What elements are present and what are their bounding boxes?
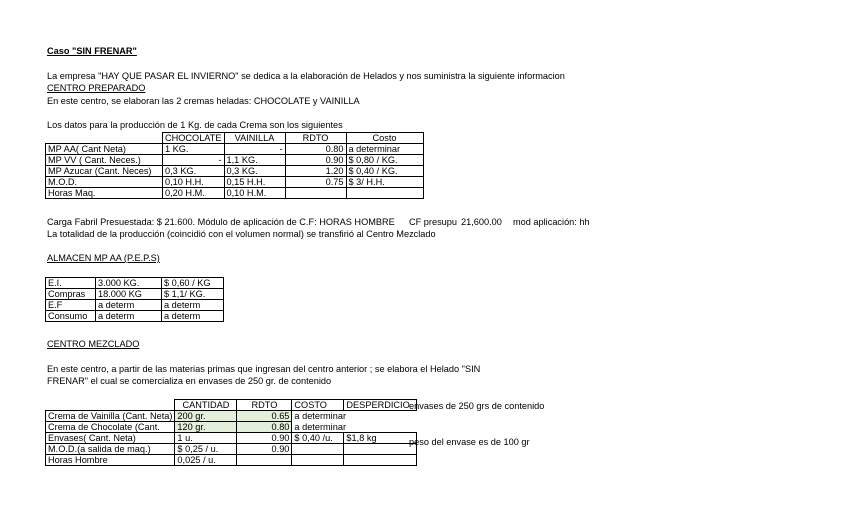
centro-mezclado-table bbox=[45, 399, 417, 466]
table-cell: E.F bbox=[46, 300, 96, 311]
table-header bbox=[46, 133, 163, 144]
table-cell: Horas Hombre bbox=[46, 455, 175, 466]
table-cell: 0.65 bbox=[237, 411, 292, 422]
table-cell: $ 0,40 / KG. bbox=[346, 166, 423, 177]
table-cell: $1,8 kg bbox=[344, 433, 417, 444]
table-cell: $ 1,1/ KG. bbox=[162, 289, 224, 300]
table-cell: 0,3 KG. bbox=[224, 166, 285, 177]
centro-mezclado-text-1: En este centro, a partir de las materias primas que ingresan del centro anterior ; se elabora el Helado "SIN bbox=[47, 364, 481, 374]
table-cell: Compras bbox=[46, 289, 96, 300]
table-cell: 200 gr. bbox=[175, 411, 237, 422]
table-cell bbox=[344, 455, 417, 466]
table-header: VAINILLA bbox=[224, 133, 285, 144]
table-row bbox=[46, 188, 424, 199]
table-cell: E.I. bbox=[46, 278, 96, 289]
table-cell: M.O.D.(a salida de maq.) bbox=[46, 444, 175, 455]
table-cell bbox=[346, 188, 423, 199]
table-header: DESPERDICIO bbox=[344, 400, 417, 411]
table-cell: 0,15 H.H. bbox=[224, 177, 285, 188]
table-cell: a determ bbox=[96, 311, 162, 322]
table-cell: 0,20 H.M. bbox=[163, 188, 225, 199]
envases-note: envases de 250 grs de contenido bbox=[409, 401, 545, 411]
table-header: CANTIDAD bbox=[175, 400, 237, 411]
table-row bbox=[46, 433, 417, 444]
table-cell: - bbox=[224, 144, 285, 155]
table-row bbox=[46, 411, 417, 422]
table-cell: 0.90 bbox=[237, 433, 292, 444]
table-cell: 0,10 H.M. bbox=[224, 188, 285, 199]
table-cell: Consumo bbox=[46, 311, 96, 322]
table-cell bbox=[344, 444, 417, 455]
table-row bbox=[46, 289, 224, 300]
centro-preparado-table bbox=[45, 132, 424, 199]
table-header-row bbox=[46, 133, 424, 144]
table-header: RDTO bbox=[285, 133, 346, 144]
table-cell: 1 u. bbox=[175, 433, 237, 444]
table-cell: 0,3 KG. bbox=[163, 166, 225, 177]
table-cell: $ 0,40 /u. bbox=[292, 433, 344, 444]
table-cell: 1.20 bbox=[285, 166, 346, 177]
table-cell: $ 3/ H.H. bbox=[346, 177, 423, 188]
table-header: Costo bbox=[346, 133, 423, 144]
table-header: COSTO bbox=[292, 400, 344, 411]
table-row bbox=[46, 444, 417, 455]
table-cell: a determinar bbox=[294, 421, 346, 432]
table-cell: 0,025 / u. bbox=[175, 455, 237, 466]
table-cell: Envases( Cant. Neta) bbox=[46, 433, 175, 444]
table-header bbox=[46, 400, 175, 411]
table-cell: 3.000 KG. bbox=[96, 278, 162, 289]
intro-text: La empresa "HAY QUE PASAR EL INVIERNO" se dedica a la elaboración de Helados y nos suministra la siguiente informacion bbox=[47, 71, 565, 81]
datos-intro: Los datos para la producción de 1 Kg. de cada Crema son los siguientes bbox=[47, 120, 343, 130]
table-header-row bbox=[46, 400, 417, 411]
table-cell: Crema de Chocolate (Cant. bbox=[46, 422, 175, 433]
table-cell: 18.000 KG bbox=[96, 289, 162, 300]
table-cell: $ 0,60 / KG bbox=[162, 278, 224, 289]
centro-mezclado-text-2: FRENAR" el cual se comercializa en envases de 250 gr. de contenido bbox=[47, 376, 332, 386]
page-title: Caso "SIN FRENAR" bbox=[47, 46, 137, 56]
table-cell bbox=[237, 455, 292, 466]
table-row bbox=[46, 311, 224, 322]
table-cell: 120 gr. bbox=[175, 422, 237, 433]
table-cell: 0.75 bbox=[285, 177, 346, 188]
table-cell bbox=[285, 188, 346, 199]
table-cell: a determinar bbox=[292, 411, 417, 422]
table-cell: MP Azucar (Cant. Neces) bbox=[46, 166, 163, 177]
table-cell: MP AA( Cant Neta) bbox=[46, 144, 163, 155]
table-row bbox=[46, 177, 424, 188]
table-cell: 0.80 bbox=[237, 422, 292, 433]
table-cell: 0.90 bbox=[237, 444, 292, 455]
table-cell: $ 0,25 / u. bbox=[175, 444, 237, 455]
peso-envase-note: peso del envase es de 100 gr bbox=[409, 437, 530, 447]
table-cell: 0.80 bbox=[285, 144, 346, 155]
table-cell bbox=[292, 455, 344, 466]
table-cell: Horas Maq. bbox=[46, 188, 163, 199]
table-cell: MP VV ( Cant. Neces.) bbox=[46, 155, 163, 166]
table-header: CHOCOLATE bbox=[163, 133, 225, 144]
table-cell: - bbox=[163, 155, 225, 166]
table-cell: 0.90 bbox=[285, 155, 346, 166]
cf-presupu-value: 21,600.00 bbox=[461, 217, 502, 227]
table-cell: 1,1 KG. bbox=[224, 155, 285, 166]
centro-preparado-text: En este centro, se elaboran las 2 cremas heladas: CHOCOLATE y VAINILLA bbox=[47, 96, 360, 106]
almacen-heading: ALMACEN MP AA (P.E.P.S) bbox=[47, 253, 160, 263]
table-cell: $ 0,80 / KG. bbox=[346, 155, 423, 166]
table-cell: 1 KG. bbox=[163, 144, 225, 155]
table-row bbox=[46, 455, 417, 466]
table-row bbox=[46, 166, 424, 177]
totalidad-text: La totalidad de la producción (coincidió con el volumen normal) se transfirió al Centro Mezclado bbox=[47, 229, 436, 239]
table-cell: a determ bbox=[96, 300, 162, 311]
table-row bbox=[46, 422, 417, 433]
table-cell: 0,10 H.H. bbox=[163, 177, 225, 188]
table-cell: a determ bbox=[162, 300, 224, 311]
carga-fabril-text: Carga Fabril Presuestada: $ 21.600. Módulo de aplicación de C.F: HORAS HOMBRE bbox=[47, 217, 395, 227]
table-cell: Crema de Vainilla (Cant. Neta) bbox=[46, 411, 175, 422]
table-cell: a determ bbox=[162, 311, 224, 322]
table-cell: a determinar bbox=[346, 144, 423, 155]
mod-aplicacion: mod aplicación: hh bbox=[513, 217, 590, 227]
centro-preparado-heading: CENTRO PREPARADO bbox=[47, 83, 146, 93]
almacen-table bbox=[45, 277, 224, 322]
table-row bbox=[46, 144, 424, 155]
table-cell bbox=[292, 444, 344, 455]
cf-presupu-label: CF presupu bbox=[409, 217, 458, 227]
centro-mezclado-heading: CENTRO MEZCLADO bbox=[47, 339, 140, 349]
table-row bbox=[46, 155, 424, 166]
table-cell: M.O.D. bbox=[46, 177, 163, 188]
table-row bbox=[46, 300, 224, 311]
table-row bbox=[46, 278, 224, 289]
table-header: RDTO bbox=[237, 400, 292, 411]
